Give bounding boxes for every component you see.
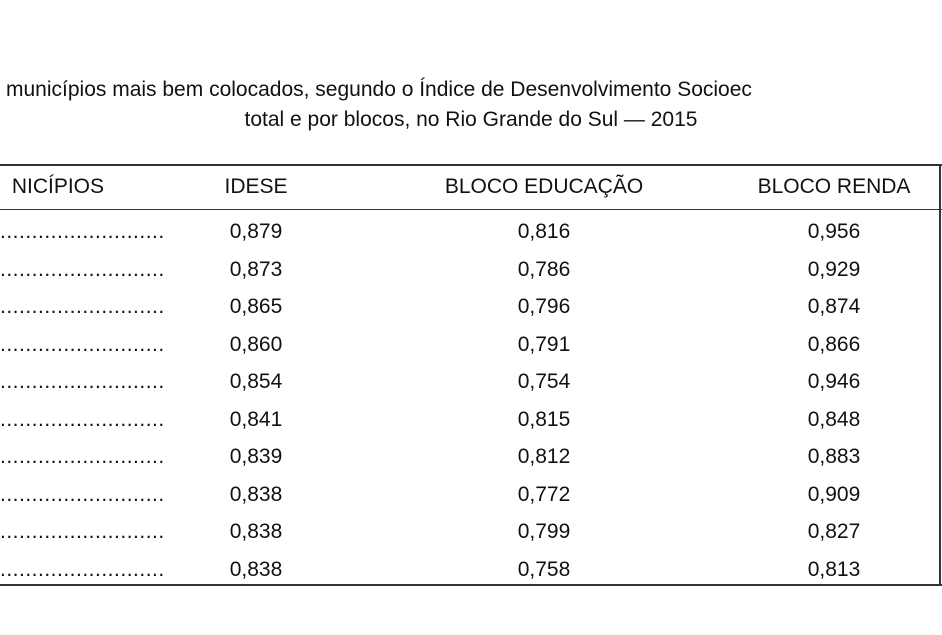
cell-idese: 0,839 [229,445,283,468]
cell-renda: 0,848 [807,408,861,431]
cell-idese: 0,854 [229,370,283,393]
cell-educacao: 0,754 [517,370,571,393]
table-right-border [939,164,941,586]
table-top-rule [0,164,942,166]
header-bloco-educacao: BLOCO EDUCAÇÃO [444,175,644,198]
cell-educacao: 0,758 [517,558,571,581]
table-bottom-rule [0,584,942,586]
cell-idese: 0,865 [229,295,283,318]
header-municipios: NICÍPIOS [11,175,104,198]
cell-renda: 0,909 [807,483,861,506]
cell-renda: 0,827 [807,520,861,543]
cell-idese: 0,838 [229,520,283,543]
cell-educacao: 0,772 [517,483,571,506]
cell-idese: 0,860 [229,333,283,356]
cell-renda: 0,883 [807,445,861,468]
cell-educacao: 0,799 [517,520,571,543]
header-idese: IDESE [224,175,288,198]
row-municipio-leader: .......................... [0,295,165,318]
cell-educacao: 0,816 [517,220,571,243]
cell-idese: 0,841 [229,408,283,431]
cell-idese: 0,873 [229,258,283,281]
cell-renda: 0,956 [807,220,861,243]
cell-idese: 0,838 [229,483,283,506]
cell-renda: 0,813 [807,558,861,581]
cell-educacao: 0,791 [517,333,571,356]
cell-educacao: 0,796 [517,295,571,318]
row-municipio-leader: .......................... [0,445,165,468]
cell-educacao: 0,786 [517,258,571,281]
cell-idese: 0,879 [229,220,283,243]
row-municipio-leader: .......................... [0,408,165,431]
cell-renda: 0,946 [807,370,861,393]
row-municipio-leader: .......................... [0,370,165,393]
row-municipio-leader: .......................... [0,483,165,506]
title-line-1: municípios mais bem colocados, segundo o Índice de Desenvolvimento Socioec [6,78,752,101]
table-header-rule [0,209,942,210]
row-municipio-leader: .......................... [0,558,165,581]
row-municipio-leader: .......................... [0,258,165,281]
row-municipio-leader: .......................... [0,220,165,243]
row-municipio-leader: .......................... [0,333,165,356]
cell-renda: 0,866 [807,333,861,356]
header-bloco-renda: BLOCO RENDA [757,175,911,198]
cell-renda: 0,929 [807,258,861,281]
cell-educacao: 0,815 [517,408,571,431]
cell-educacao: 0,812 [517,445,571,468]
title-line-2: total e por blocos, no Rio Grande do Sul — 2015 [244,108,698,131]
cell-renda: 0,874 [807,295,861,318]
row-municipio-leader: .......................... [0,520,165,543]
cell-idese: 0,838 [229,558,283,581]
